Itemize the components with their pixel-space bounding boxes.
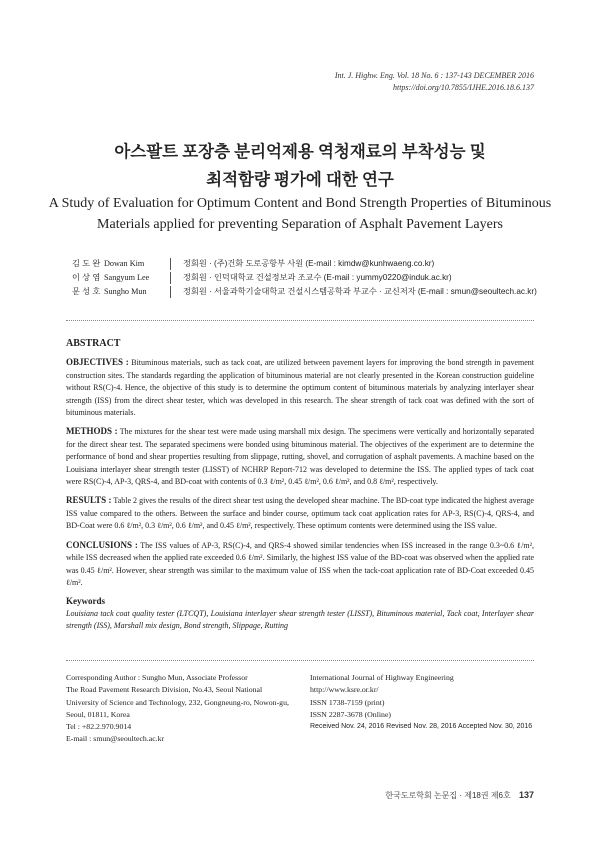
author-korean-name: 이 상 염: [72, 273, 101, 282]
corresponding-line: Tel : +82.2.970.9014: [66, 722, 132, 732]
journal-citation: [335, 70, 534, 94]
methods-paragraph: [66, 425, 534, 488]
corresponding-line: The Road Pavement Research Division, No.43, Seoul National: [66, 685, 263, 695]
methods-label: METHODS :: [66, 426, 118, 437]
objectives-paragraph: [66, 356, 534, 419]
conclusions-label: CONCLUSIONS :: [66, 539, 138, 550]
english-title-line1: A Study of Evaluation for Optimum Content and Bond Strength Properties of Bituminous: [48, 196, 552, 211]
author-separator: [170, 272, 171, 284]
author-affiliation: 정회원 · 인덕대학교 건설정보과 조교수 (E-mail : yummy0220@induk.ac.kr): [183, 273, 452, 282]
author-korean-name: 김 도 완: [72, 259, 101, 268]
objectives-text: Bituminous materials, such as tack coat, are utilized between pavement layers for improving the bond strength in pavement construction sites. The standards regarding the application of bituminous material are not clearly presented in the Korean construction guideline without RS(C)-4. Hence, the objective of this study is to determine the optimum content of bituminous materials by analyzing interlayer shear strength (ISS) from the direct shear tester, which was developed in this research. The shear strength of tack coat was defined with the sort of bituminous materials.: [66, 358, 535, 418]
journal-info-line: ISSN 1738-7159 (print): [310, 697, 385, 707]
author-english-name: Sangyum Lee: [104, 273, 150, 282]
author-row: [72, 285, 537, 299]
author-affiliation: 정회원 · 서울과학기술대학교 건설시스템공학과 부교수 · 교신저자 (E-mail : smun@seoultech.ac.kr): [183, 287, 537, 296]
conclusions-paragraph: [66, 539, 534, 590]
divider-top: [66, 320, 534, 321]
author-korean-name: 문 성 호: [72, 287, 101, 296]
divider-bottom: [66, 660, 534, 661]
abstract-heading: ABSTRACT: [66, 338, 121, 349]
english-title: [0, 193, 600, 235]
results-text: Table 2 gives the results of the direct shear test using the developed shear machine. The BD-coat type indicated the highest average ISS value compared to the others. Between the surface and binder course, optimum tack coat application rates for AP-3, RS(C)-4, QRS-4, and BD-Coat were 0.6 ℓ/m², 0.3 ℓ/m², 0.6 ℓ/m², and 0.45 ℓ/m², respectively. These optimum contents were determined using the ISS value.: [66, 496, 534, 531]
author-separator: [170, 258, 171, 270]
received-dates: Received Nov. 24, 2016 Revised Nov. 28, 2016 Accepted Nov. 30, 2016: [310, 723, 533, 731]
results-paragraph: [66, 494, 534, 532]
objectives-label: OBJECTIVES :: [66, 357, 129, 368]
corresponding-line: Seoul, 01811, Korea: [66, 709, 130, 719]
journal-info: [310, 672, 536, 733]
author-list: [72, 257, 537, 299]
korean-title: [0, 138, 600, 194]
page-number: 137: [518, 790, 534, 800]
keywords-text: Louisiana tack coat quality tester (LTCQT), Louisiana interlayer shear strength tester (LISST), Bituminous material, Tack coat, Interlayer shear strength (ISS), Marshall mix design, Bond strength, Slippage, Rutting: [66, 608, 534, 631]
journal-info-line: ISSN 2287-3678 (Online): [310, 709, 391, 719]
abstract-section: [66, 338, 534, 633]
results-label: RESULTS :: [66, 495, 112, 506]
footer-journal-text: 한국도로학회 논문집 · 제18권 제6호: [385, 791, 511, 800]
journal-url[interactable]: http://www.ksre.or.kr/: [310, 685, 379, 695]
journal-info-line: International Journal of Highway Engineering: [310, 673, 454, 682]
author-english-name: Sungho Mun: [104, 287, 147, 296]
korean-title-line1: 아스팔트 포장층 분리억제용 역청재료의 부착성능 및: [114, 142, 486, 161]
corresponding-email[interactable]: E-mail : smun@seoultech.ac.kr: [66, 734, 165, 744]
corresponding-author-info: [66, 672, 292, 746]
methods-text: The mixtures for the shear test were made using marshall mix design. The specimens were vertically and horizontally separated for the direct shear test. The separated specimens were bonded using bituminous material. The objectives of the experiment are to determine the performance of bond and shear properties resulting from slippage, rutting, shovel, and corrugation of asphalt pavements. A machine based on the Louisiana interlayer shear strength tester (LISST) of NCHRP Report-712 was developed to determine the ISS. The applied types of tack coat were RS(C)-4, AP-3, QRS-4, and BD-coat with contents of 0.3 ℓ/m², 0.45 ℓ/m², 0.6 ℓ/m², and 0.8 ℓ/m², respectively.: [66, 427, 534, 487]
journal-doi[interactable]: https://doi.org/10.7855/IJHE.2016.18.6.137: [392, 83, 534, 92]
page-footer: [385, 790, 534, 801]
author-separator: [170, 286, 171, 298]
korean-title-line2: 최적함량 평가에 대한 연구: [206, 170, 394, 189]
author-affiliation: 정회원 · (주)건화 도로공항부 사원 (E-mail : kimdw@kunhwaeng.co.kr): [183, 259, 435, 268]
journal-volume-line: Int. J. Highw. Eng. Vol. 18 No. 6 : 137-143 DECEMBER 2016: [334, 71, 534, 80]
corresponding-line: University of Science and Technology, 232, Gongneung-ro, Nowon-gu,: [66, 697, 289, 707]
conclusions-text: The ISS values of AP-3, RS(C)-4, and QRS-4 showed similar tendencies when ISS increased in the range 0.3~0.6 ℓ/m², while ISS decreased when the applied rate exceeded 0.6 ℓ/m². Similarly, the highest ISS value of the BD-coat was observed when the applied rate was 0.45 ℓ/m². However, shear strength was similar to the maximum value of ISS when the tack-coat application rate of BD-Coat exceeded 0.45 ℓ/m².: [66, 540, 534, 587]
author-row: [72, 271, 537, 285]
corresponding-line: Corresponding Author : Sungho Mun, Associate Professor: [66, 673, 248, 682]
author-row: [72, 257, 537, 271]
english-title-line2: Materials applied for preventing Separation of Asphalt Pavement Layers: [97, 217, 503, 232]
keywords-heading: Keywords: [66, 596, 105, 607]
author-english-name: Dowan Kim: [104, 259, 145, 268]
